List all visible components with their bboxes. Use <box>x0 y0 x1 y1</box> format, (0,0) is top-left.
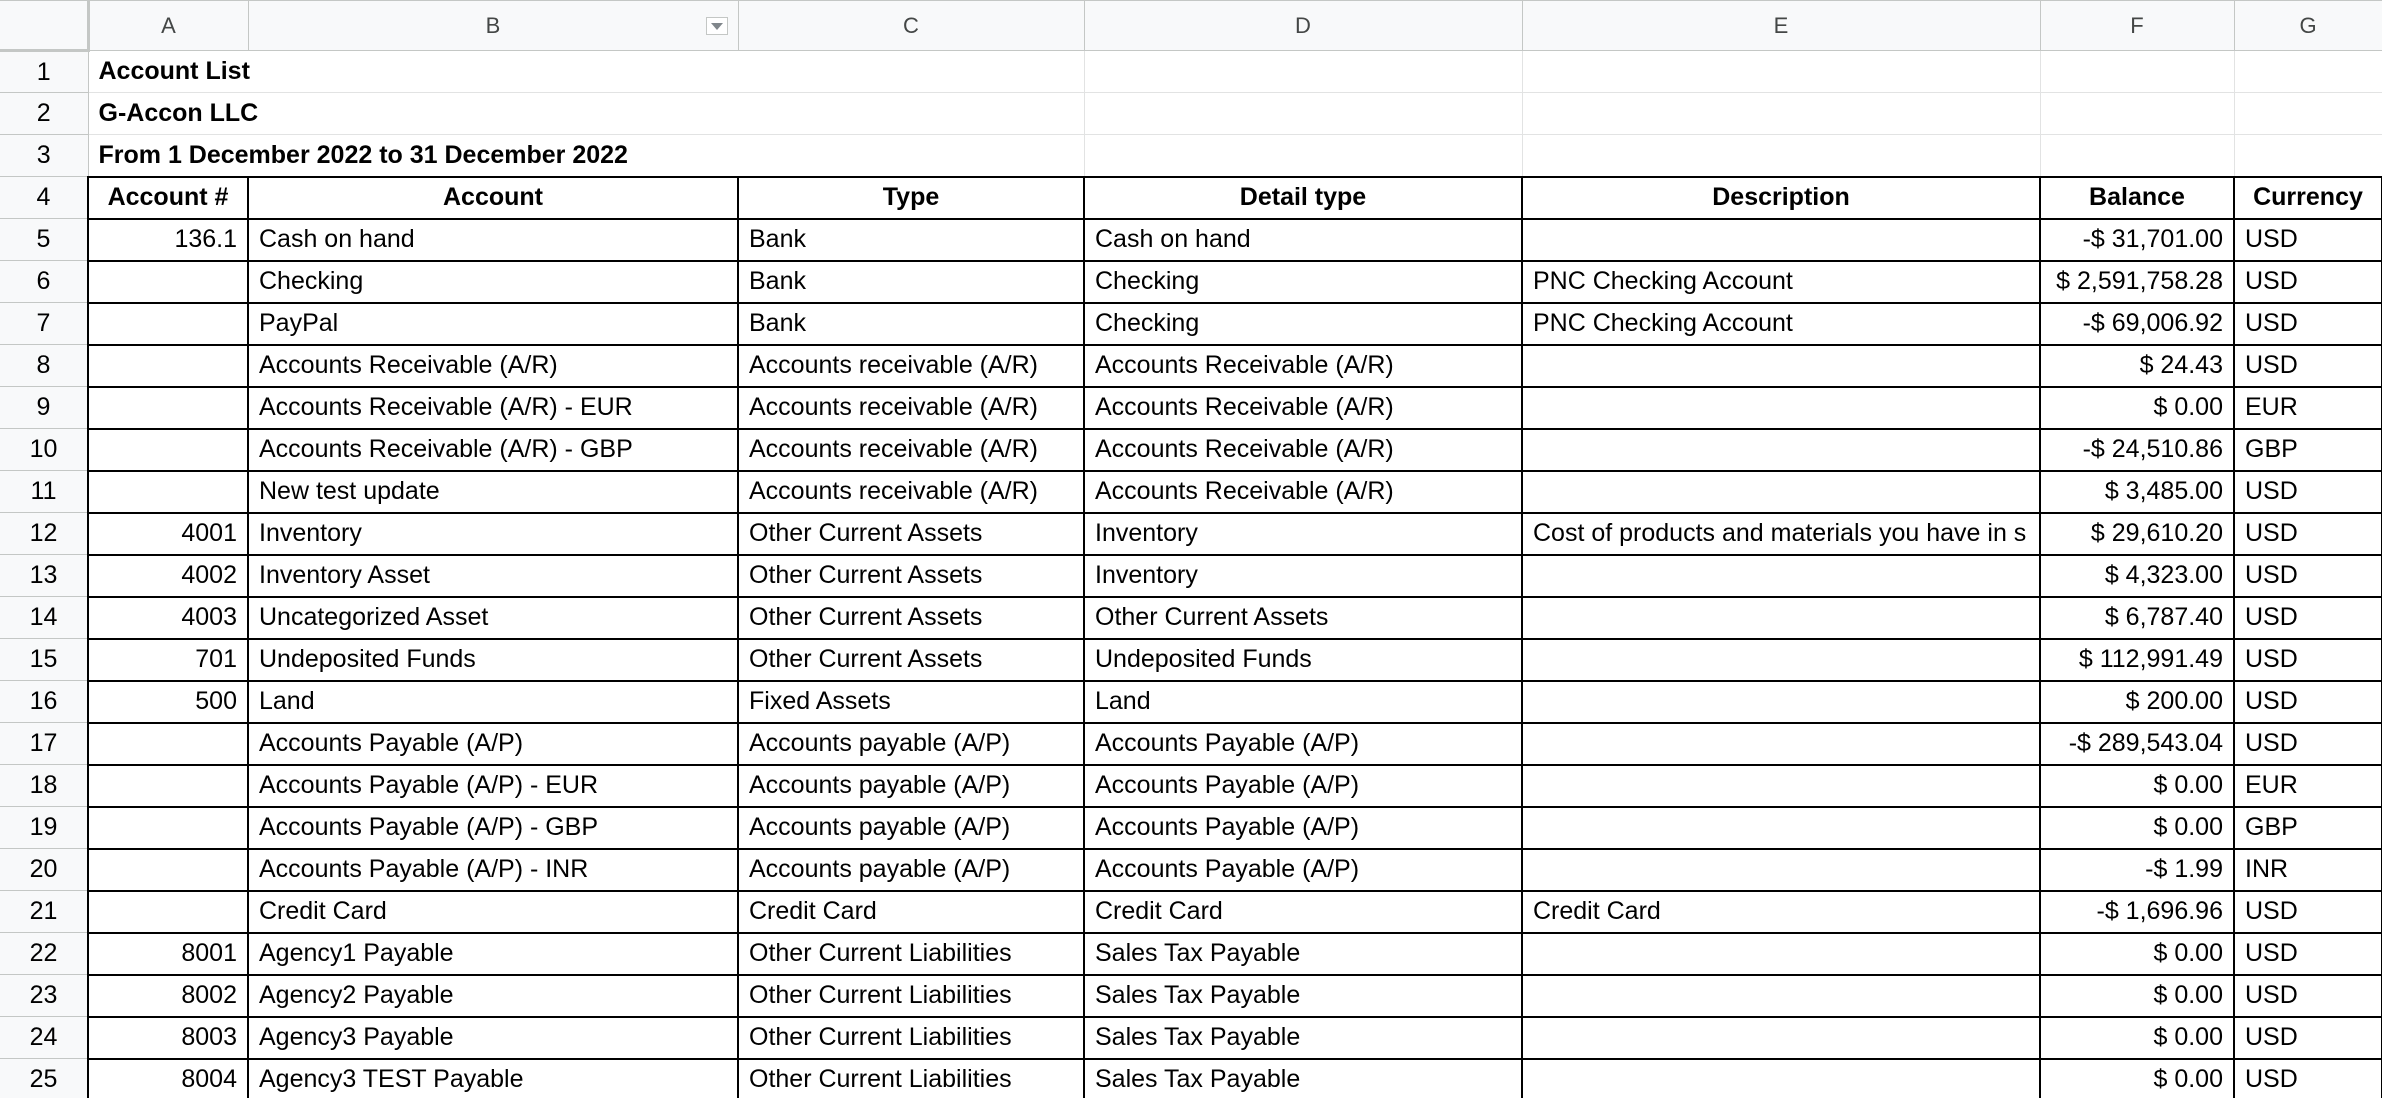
cell-account-number[interactable]: 500 <box>88 681 248 723</box>
cell-account[interactable]: Accounts Receivable (A/R) - GBP <box>248 429 738 471</box>
cell-account-number[interactable]: 4002 <box>88 555 248 597</box>
table-row <box>0 807 2382 849</box>
row-header[interactable]: 11 <box>0 471 88 513</box>
sheet-row-1 <box>0 51 2382 93</box>
cell-account[interactable]: Accounts Payable (A/P) - GBP <box>248 807 738 849</box>
row-header[interactable]: 10 <box>0 429 88 471</box>
row-header[interactable]: 14 <box>0 597 88 639</box>
cell-type[interactable]: Accounts receivable (A/R) <box>738 471 1084 513</box>
cell-detail-type[interactable]: Accounts Receivable (A/R) <box>1084 471 1522 513</box>
cell[interactable] <box>1084 135 1522 177</box>
cell[interactable] <box>1522 135 2040 177</box>
cell-currency[interactable]: USD <box>2234 975 2382 1017</box>
cell-detail-type[interactable]: Sales Tax Payable <box>1084 1017 1522 1059</box>
table-row <box>0 891 2382 933</box>
cell-balance[interactable]: -$ 1.99 <box>2040 849 2234 891</box>
table-row <box>0 219 2382 261</box>
cell-account[interactable]: Agency3 TEST Payable <box>248 1059 738 1098</box>
cell-detail-type[interactable]: Accounts Payable (A/P) <box>1084 723 1522 765</box>
cell-description[interactable]: PNC Checking Account <box>1522 303 2040 345</box>
table-row <box>0 597 2382 639</box>
cell-currency[interactable]: USD <box>2234 303 2382 345</box>
row-header[interactable]: 4 <box>0 177 88 219</box>
cell-balance[interactable]: -$ 31,701.00 <box>2040 219 2234 261</box>
table-row <box>0 933 2382 975</box>
cell-currency[interactable]: EUR <box>2234 765 2382 807</box>
cell-detail-type[interactable]: Land <box>1084 681 1522 723</box>
table-row <box>0 723 2382 765</box>
report-title-cell[interactable]: Account List <box>88 51 1084 93</box>
cell-currency[interactable]: EUR <box>2234 387 2382 429</box>
cell-description[interactable] <box>1522 681 2040 723</box>
cell-account-number[interactable] <box>88 345 248 387</box>
cell-detail-type[interactable]: Cash on hand <box>1084 219 1522 261</box>
cell-account[interactable]: Accounts Receivable (A/R) - EUR <box>248 387 738 429</box>
cell-account-number[interactable]: 8001 <box>88 933 248 975</box>
table-row <box>0 429 2382 471</box>
cell-account[interactable]: Land <box>248 681 738 723</box>
table-row <box>0 765 2382 807</box>
header-balance[interactable]: Balance <box>2040 177 2234 219</box>
row-header[interactable]: 24 <box>0 1017 88 1059</box>
cell-detail-type[interactable]: Sales Tax Payable <box>1084 1059 1522 1098</box>
table-row <box>0 639 2382 681</box>
cell-account-number[interactable] <box>88 387 248 429</box>
row-header[interactable]: 15 <box>0 639 88 681</box>
column-header-a[interactable]: A <box>88 1 248 51</box>
cell-account[interactable]: Accounts Payable (A/P) - INR <box>248 849 738 891</box>
cell-type[interactable]: Other Current Liabilities <box>738 933 1084 975</box>
cell-account-number[interactable] <box>88 261 248 303</box>
cell[interactable] <box>1522 51 2040 93</box>
cell-detail-type[interactable]: Credit Card <box>1084 891 1522 933</box>
cell-account-number[interactable]: 4003 <box>88 597 248 639</box>
row-header[interactable]: 13 <box>0 555 88 597</box>
header-type[interactable]: Type <box>738 177 1084 219</box>
cell-description[interactable] <box>1522 1059 2040 1098</box>
table-row <box>0 387 2382 429</box>
row-header[interactable]: 25 <box>0 1059 88 1098</box>
row-header[interactable]: 19 <box>0 807 88 849</box>
cell-description[interactable]: Cost of products and materials you have in s <box>1522 513 2040 555</box>
header-account[interactable]: Account <box>248 177 738 219</box>
column-header-d[interactable]: D <box>1084 1 1522 51</box>
row-header[interactable]: 9 <box>0 387 88 429</box>
cell-currency[interactable]: USD <box>2234 471 2382 513</box>
column-header-g[interactable]: G <box>2234 1 2382 51</box>
cell-currency[interactable]: USD <box>2234 723 2382 765</box>
cell-balance[interactable]: $ 6,787.40 <box>2040 597 2234 639</box>
row-header[interactable]: 1 <box>0 51 88 93</box>
cell-balance[interactable]: $ 0.00 <box>2040 933 2234 975</box>
cell-description[interactable] <box>1522 723 2040 765</box>
cell-account-number[interactable]: 701 <box>88 639 248 681</box>
table-row <box>0 303 2382 345</box>
cell-account[interactable]: Accounts Payable (A/P) - EUR <box>248 765 738 807</box>
cell-description[interactable] <box>1522 1017 2040 1059</box>
cell-detail-type[interactable]: Other Current Assets <box>1084 597 1522 639</box>
column-header-e[interactable]: E <box>1522 1 2040 51</box>
cell-currency[interactable]: USD <box>2234 513 2382 555</box>
cell-detail-type[interactable]: Sales Tax Payable <box>1084 933 1522 975</box>
cell-currency[interactable]: USD <box>2234 891 2382 933</box>
cell-balance[interactable]: $ 0.00 <box>2040 807 2234 849</box>
cell-account-number[interactable]: 136.1 <box>88 219 248 261</box>
cell-balance[interactable]: -$ 1,696.96 <box>2040 891 2234 933</box>
cell[interactable] <box>1522 93 2040 135</box>
row-header[interactable]: 20 <box>0 849 88 891</box>
header-currency[interactable]: Currency <box>2234 177 2382 219</box>
cell-account[interactable]: Credit Card <box>248 891 738 933</box>
cell-account[interactable]: PayPal <box>248 303 738 345</box>
cell-currency[interactable]: USD <box>2234 1059 2382 1098</box>
header-detail-type[interactable]: Detail type <box>1084 177 1522 219</box>
row-header[interactable]: 17 <box>0 723 88 765</box>
cell-description[interactable] <box>1522 975 2040 1017</box>
cell-detail-type[interactable]: Accounts Receivable (A/R) <box>1084 429 1522 471</box>
cell-account-number[interactable] <box>88 429 248 471</box>
cell-account[interactable]: Agency2 Payable <box>248 975 738 1017</box>
cell-type[interactable]: Other Current Assets <box>738 639 1084 681</box>
column-header-row <box>0 1 2382 51</box>
cell-detail-type[interactable]: Checking <box>1084 261 1522 303</box>
table-row <box>0 1017 2382 1059</box>
sheet-row-3 <box>0 135 2382 177</box>
column-header-f[interactable]: F <box>2040 1 2234 51</box>
cell[interactable] <box>1084 51 1522 93</box>
select-all-corner[interactable] <box>0 1 88 51</box>
cell-balance[interactable]: $ 24.43 <box>2040 345 2234 387</box>
cell-description[interactable]: PNC Checking Account <box>1522 261 2040 303</box>
table-row <box>0 681 2382 723</box>
cell-detail-type[interactable]: Inventory <box>1084 555 1522 597</box>
cell-account-number[interactable]: 8003 <box>88 1017 248 1059</box>
cell-type[interactable]: Other Current Assets <box>738 597 1084 639</box>
cell-balance[interactable]: $ 200.00 <box>2040 681 2234 723</box>
table-row <box>0 513 2382 555</box>
cell-detail-type[interactable]: Accounts Receivable (A/R) <box>1084 345 1522 387</box>
cell-description[interactable] <box>1522 387 2040 429</box>
cell-balance[interactable]: $ 0.00 <box>2040 387 2234 429</box>
cell-currency[interactable]: USD <box>2234 219 2382 261</box>
company-name-cell[interactable]: G-Accon LLC <box>88 93 1084 135</box>
cell-type[interactable]: Other Current Assets <box>738 555 1084 597</box>
cell[interactable] <box>1084 93 1522 135</box>
table-row <box>0 345 2382 387</box>
cell-description[interactable] <box>1522 807 2040 849</box>
row-header[interactable]: 23 <box>0 975 88 1017</box>
cell-type[interactable]: Other Current Liabilities <box>738 1059 1084 1098</box>
row-header[interactable]: 12 <box>0 513 88 555</box>
cell-description[interactable] <box>1522 765 2040 807</box>
row-header[interactable]: 16 <box>0 681 88 723</box>
cell-description[interactable] <box>1522 597 2040 639</box>
cell-balance[interactable]: $ 0.00 <box>2040 1017 2234 1059</box>
cell-type[interactable]: Bank <box>738 219 1084 261</box>
cell-balance[interactable]: -$ 289,543.04 <box>2040 723 2234 765</box>
sheet-row-2 <box>0 93 2382 135</box>
cell-balance[interactable]: -$ 24,510.86 <box>2040 429 2234 471</box>
row-header[interactable]: 21 <box>0 891 88 933</box>
row-header[interactable]: 22 <box>0 933 88 975</box>
header-account-number[interactable]: Account # <box>88 177 248 219</box>
cell-description[interactable] <box>1522 849 2040 891</box>
table-row <box>0 261 2382 303</box>
cell-detail-type[interactable]: Undeposited Funds <box>1084 639 1522 681</box>
cell-currency[interactable]: USD <box>2234 681 2382 723</box>
cell-description[interactable] <box>1522 933 2040 975</box>
cell-currency[interactable]: USD <box>2234 639 2382 681</box>
row-header[interactable]: 6 <box>0 261 88 303</box>
cell-description[interactable] <box>1522 429 2040 471</box>
cell-balance[interactable]: -$ 69,006.92 <box>2040 303 2234 345</box>
cell-currency[interactable]: USD <box>2234 933 2382 975</box>
cell-description[interactable] <box>1522 639 2040 681</box>
cell-account-number[interactable] <box>88 807 248 849</box>
cell-detail-type[interactable]: Accounts Payable (A/P) <box>1084 849 1522 891</box>
cell-currency[interactable]: GBP <box>2234 807 2382 849</box>
cell-description[interactable] <box>1522 471 2040 513</box>
table-header-row <box>0 177 2382 219</box>
cell-account-number[interactable] <box>88 723 248 765</box>
cell-currency[interactable]: INR <box>2234 849 2382 891</box>
cell[interactable] <box>2040 93 2234 135</box>
filter-dropdown-icon[interactable] <box>706 17 728 35</box>
cell-account-number[interactable]: 4001 <box>88 513 248 555</box>
header-description[interactable]: Description <box>1522 177 2040 219</box>
cell-type[interactable]: Accounts receivable (A/R) <box>738 345 1084 387</box>
cell-balance[interactable]: $ 2,591,758.28 <box>2040 261 2234 303</box>
cell-account[interactable]: Agency3 Payable <box>248 1017 738 1059</box>
cell-type[interactable]: Other Current Assets <box>738 513 1084 555</box>
column-header-b[interactable] <box>248 1 738 51</box>
cell-description[interactable]: Credit Card <box>1522 891 2040 933</box>
table-row <box>0 471 2382 513</box>
cell-account-number[interactable] <box>88 471 248 513</box>
table-row <box>0 555 2382 597</box>
row-header[interactable]: 7 <box>0 303 88 345</box>
cell-account[interactable]: Cash on hand <box>248 219 738 261</box>
cell[interactable] <box>2234 135 2382 177</box>
cell-balance[interactable]: $ 29,610.20 <box>2040 513 2234 555</box>
cell-account-number[interactable] <box>88 765 248 807</box>
cell-account-number[interactable] <box>88 303 248 345</box>
cell-type[interactable]: Accounts payable (A/P) <box>738 807 1084 849</box>
cell-detail-type[interactable]: Accounts Receivable (A/R) <box>1084 387 1522 429</box>
cell-detail-type[interactable]: Checking <box>1084 303 1522 345</box>
cell[interactable] <box>2040 51 2234 93</box>
cell-description[interactable] <box>1522 219 2040 261</box>
cell-currency[interactable]: USD <box>2234 597 2382 639</box>
cell[interactable] <box>2040 135 2234 177</box>
cell-description[interactable] <box>1522 555 2040 597</box>
cell-detail-type[interactable]: Accounts Payable (A/P) <box>1084 807 1522 849</box>
date-range-cell[interactable]: From 1 December 2022 to 31 December 2022 <box>88 135 1084 177</box>
cell-type[interactable]: Credit Card <box>738 891 1084 933</box>
table-row <box>0 849 2382 891</box>
cell-account-number[interactable]: 8004 <box>88 1059 248 1098</box>
cell-account[interactable]: Accounts Payable (A/P) <box>248 723 738 765</box>
cell-detail-type[interactable]: Inventory <box>1084 513 1522 555</box>
cell-account[interactable]: New test update <box>248 471 738 513</box>
column-header-b-label: B <box>485 12 501 38</box>
cell-account[interactable]: Checking <box>248 261 738 303</box>
row-header[interactable]: 5 <box>0 219 88 261</box>
cell-type[interactable]: Fixed Assets <box>738 681 1084 723</box>
cell-account-number[interactable] <box>88 849 248 891</box>
cell-currency[interactable]: USD <box>2234 555 2382 597</box>
row-header[interactable]: 8 <box>0 345 88 387</box>
cell[interactable] <box>2234 51 2382 93</box>
cell-account[interactable]: Accounts Receivable (A/R) <box>248 345 738 387</box>
cell-account[interactable]: Undeposited Funds <box>248 639 738 681</box>
cell-type[interactable]: Bank <box>738 261 1084 303</box>
cell-currency[interactable]: GBP <box>2234 429 2382 471</box>
cell-account[interactable]: Inventory <box>248 513 738 555</box>
cell-type[interactable]: Accounts receivable (A/R) <box>738 387 1084 429</box>
cell-account-number[interactable] <box>88 891 248 933</box>
cell-currency[interactable]: USD <box>2234 261 2382 303</box>
column-header-c[interactable]: C <box>738 1 1084 51</box>
cell-type[interactable]: Accounts receivable (A/R) <box>738 429 1084 471</box>
table-row <box>0 1059 2382 1098</box>
cell-currency[interactable]: USD <box>2234 345 2382 387</box>
cell-balance[interactable]: $ 0.00 <box>2040 1059 2234 1098</box>
cell-balance[interactable]: $ 112,991.49 <box>2040 639 2234 681</box>
cell-detail-type[interactable]: Accounts Payable (A/P) <box>1084 765 1522 807</box>
row-header[interactable]: 18 <box>0 765 88 807</box>
cell[interactable] <box>2234 93 2382 135</box>
cell-type[interactable]: Other Current Liabilities <box>738 975 1084 1017</box>
row-header[interactable]: 2 <box>0 93 88 135</box>
cell-type[interactable]: Accounts payable (A/P) <box>738 849 1084 891</box>
cell-balance[interactable]: $ 4,323.00 <box>2040 555 2234 597</box>
cell-account[interactable]: Inventory Asset <box>248 555 738 597</box>
cell-detail-type[interactable]: Sales Tax Payable <box>1084 975 1522 1017</box>
cell-balance[interactable]: $ 0.00 <box>2040 975 2234 1017</box>
cell-currency[interactable]: USD <box>2234 1017 2382 1059</box>
cell-account[interactable]: Agency1 Payable <box>248 933 738 975</box>
cell-type[interactable]: Other Current Liabilities <box>738 1017 1084 1059</box>
cell-type[interactable]: Bank <box>738 303 1084 345</box>
cell-account-number[interactable]: 8002 <box>88 975 248 1017</box>
cell-type[interactable]: Accounts payable (A/P) <box>738 765 1084 807</box>
row-header[interactable]: 3 <box>0 135 88 177</box>
cell-description[interactable] <box>1522 345 2040 387</box>
cell-balance[interactable]: $ 0.00 <box>2040 765 2234 807</box>
cell-account[interactable]: Uncategorized Asset <box>248 597 738 639</box>
table-row <box>0 975 2382 1017</box>
cell-type[interactable]: Accounts payable (A/P) <box>738 723 1084 765</box>
cell-balance[interactable]: $ 3,485.00 <box>2040 471 2234 513</box>
